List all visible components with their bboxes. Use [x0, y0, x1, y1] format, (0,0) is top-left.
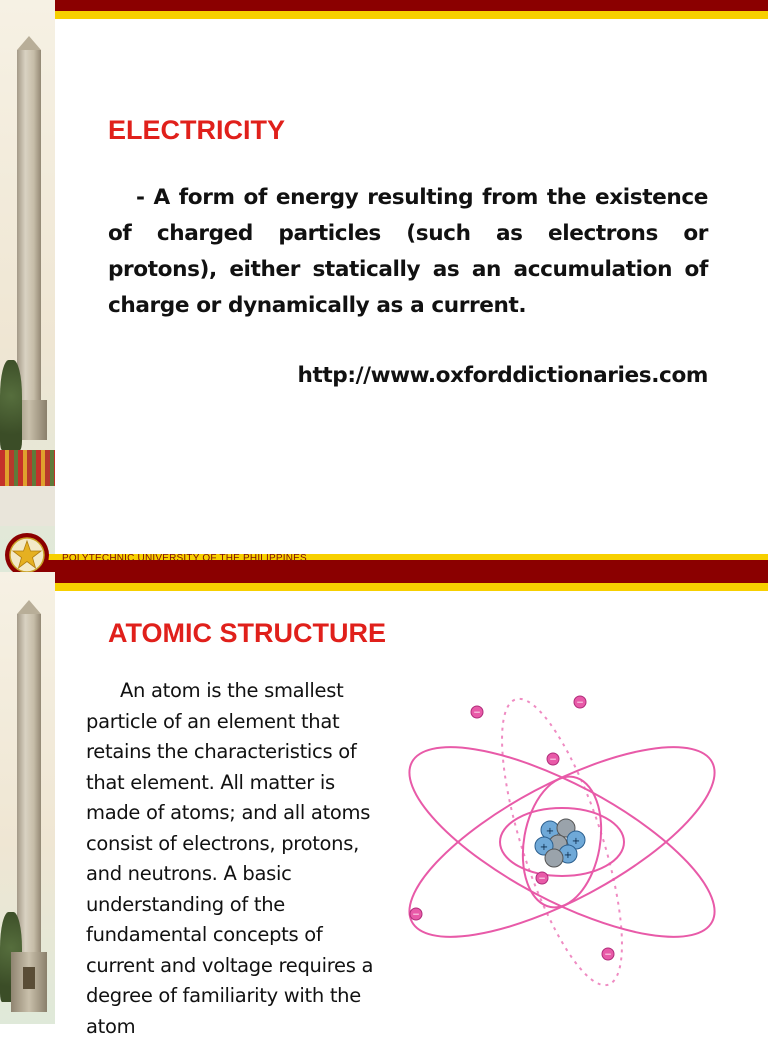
slide-title: ELECTRICITY — [108, 115, 286, 145]
svg-text:−: − — [538, 874, 546, 884]
obelisk-photo — [0, 572, 55, 1024]
nucleus-icon — [535, 819, 585, 867]
svg-text:−: − — [412, 910, 420, 920]
svg-text:−: − — [473, 708, 481, 718]
svg-text:−: − — [549, 755, 557, 765]
svg-text:+: + — [539, 842, 549, 853]
source-link[interactable]: http://www.oxforddictionaries.com — [297, 363, 708, 388]
footer-bar — [0, 522, 768, 572]
slide-title: ATOMIC STRUCTURE — [108, 618, 386, 648]
header-bar — [55, 572, 768, 592]
header-bar — [55, 0, 768, 20]
svg-text:+: + — [545, 826, 555, 837]
obelisk-photo — [0, 0, 55, 572]
electron-icons — [410, 696, 614, 960]
university-name: POLYTECHNIC UNIVERSITY OF THE PHILIPPINES — [62, 553, 307, 564]
atom-diagram-icon — [390, 682, 740, 1012]
slide-atomic-structure — [0, 572, 768, 1038]
svg-text:−: − — [576, 698, 584, 708]
definition-text: - A form of energy resulting from the existence of charged particles (such as electrons or protons), either statically as an accumulation of charge or dynamically as a current. — [108, 185, 708, 318]
svg-text:+: + — [563, 850, 573, 861]
svg-text:+: + — [571, 836, 581, 847]
atom-description: An atom is the smallest particle of an element that retains the characteristics of that element. All matter is made of atoms; and all atoms consist of electrons, protons, and neutrons. A basic understanding of the fundamental concepts of current and voltage requires a degree of familiarity with the atom — [86, 679, 374, 1038]
svg-text:−: − — [604, 950, 612, 960]
